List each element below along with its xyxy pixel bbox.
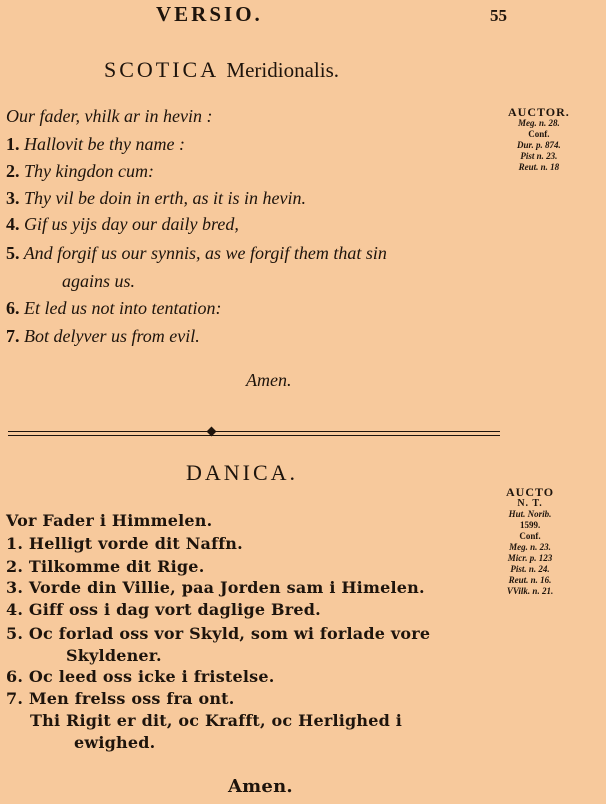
danica-line: Vor Fader i Himmelen. [6,511,213,530]
danica-auctor-heading-2: N. T. [517,498,543,509]
danica-line: 7. Men frelss oss fra ont. [6,689,235,708]
danica-line-continuation: Skyldener. [66,646,162,665]
danica-amen: Amen. [228,776,293,797]
auctor-entry: VVilk. n. 21. [506,586,554,596]
scotica-amen: Amen. [246,370,292,390]
scotica-line: 5. And forgif us our synnis, as we forgif them that sin [6,243,387,263]
scotica-subtitle: Meridionalis. [226,58,339,82]
auctor-entry: Pist n. 23. [520,151,558,161]
danica-line: 1. Helligt vorde dit Naffn. [6,534,243,553]
auctor-entry: 1599. [519,520,541,530]
scotica-auctor-notes [508,107,570,173]
danica-line: 6. Oc leed oss icke i fristelse. [6,667,275,686]
scotica-title: SCOTICA [104,57,218,82]
danica-line: 2. Tilkomme dit Rige. [6,557,205,576]
auctor-entry: Reut. n. 16. [508,575,552,585]
scotica-auctor-heading: AUCTOR. [508,105,570,119]
scotica-line: 1. Hallovit be thy name : [6,134,185,154]
scotica-line: 2. Thy kingdon cum: [6,161,154,181]
danica-line: 4. Giff oss i dag vort daglige Bred. [6,600,321,619]
auctor-entry: Pist. n. 24. [510,564,550,574]
section-title-scotica [104,57,339,83]
scotica-line: 3. Thy vil be doin in erth, as it is in hevin. [6,188,306,208]
auctor-entry: Conf. [519,531,541,541]
danica-doxology-continuation: ewighed. [74,733,156,752]
scotica-line-continuation: agains us. [62,271,136,291]
section-divider [8,431,500,432]
auctor-entry: Micr. p. 123 [507,553,553,563]
danica-line: 3. Vorde din Villie, paa Jorden sam i Himelen. [6,578,425,597]
scotica-line: 4. Gif us yijs day our daily bred, [6,214,239,234]
auctor-entry: Conf. [528,129,550,139]
page-number: 55 [490,6,507,25]
running-header-title: VERSIO. [156,2,263,26]
danica-line: 5. Oc forlad oss vor Skyld, som wi forlade vore [6,624,431,643]
auctor-entry: Meg. n. 23. [509,542,551,552]
auctor-entry: Dur. p. 874. [517,140,561,150]
danica-title: DANICA. [186,460,299,485]
auctor-entry: Reut. n. 18 [518,162,560,172]
danica-auctor-notes [506,487,554,597]
danica-auctor-heading: AUCTO [506,485,555,499]
auctor-entry: Meg. n. 28. [518,118,560,128]
scotica-line: Our fader, vhilk ar in hevin : [6,106,213,126]
scotica-line: 6. Et led us not into tentation: [6,298,222,318]
section-divider [8,435,500,436]
scotica-line: 7. Bot delyver us from evil. [6,326,200,346]
danica-doxology: Thi Rigit er dit, oc Krafft, oc Herlighed i [30,711,403,730]
auctor-entry: Hut. Norib. [508,509,552,519]
